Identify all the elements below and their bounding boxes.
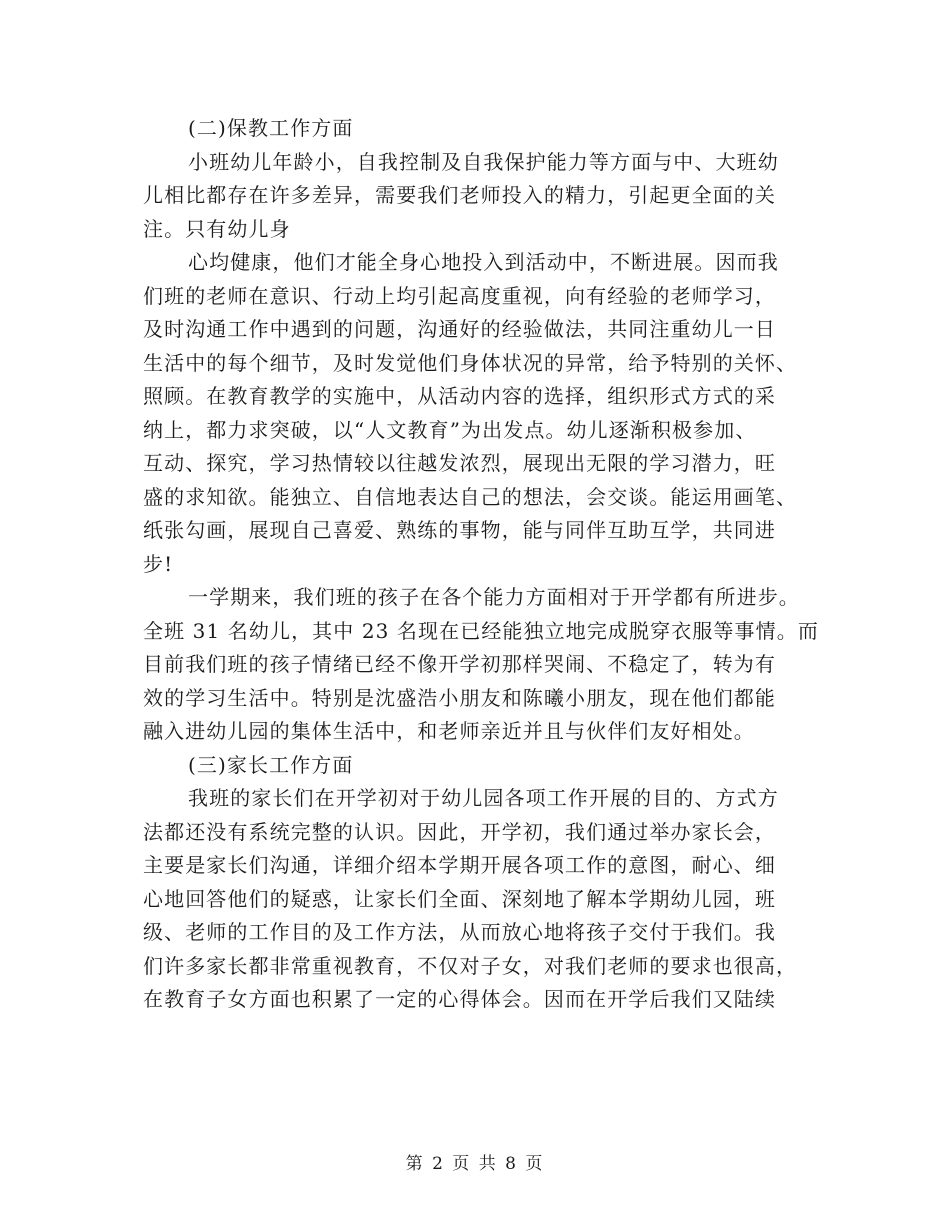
page-number-footer: 第 2 页 共 8 页 xyxy=(405,1154,545,1174)
paragraph-line: 纳上，都力求突破，以“人文教育”为出发点。幼儿逐渐积极参加、 xyxy=(143,417,757,442)
paragraph-line: 一学期来，我们班的孩子在各个能力方面相对于开学都有所进步。 xyxy=(188,585,800,609)
paragraph-line: 儿相比都存在许多差异，需要我们老师投入的精力，引起更全面的关 xyxy=(143,183,776,207)
section-heading-care-education: (二)保教工作方面 xyxy=(188,116,354,140)
paragraph-line: 及时沟通工作中遇到的问题，沟通好的经验做法，共同注重幼儿一日 xyxy=(143,317,776,341)
paragraph-line: 互动、探究，学习热情较以往越发浓烈，展现出无限的学习潜力，旺 xyxy=(143,451,776,475)
paragraph-line: 小班幼儿年龄小，自我控制及自我保护能力等方面与中、大班幼 xyxy=(188,149,779,174)
paragraph-line: 纸张勾画，展现自己喜爱、熟练的事物，能与同伴互助互学，共同进 xyxy=(143,518,776,542)
paragraph-line: 心均健康，他们才能全身心地投入到活动中，不断进展。因而我 xyxy=(188,250,779,274)
paragraph-line: 效的学习生活中。特别是沈盛浩小朋友和陈曦小朋友，现在他们都能 xyxy=(143,685,776,710)
paragraph-line: 在教育子女方面也积累了一定的心得体会。因而在开学后我们又陆续 xyxy=(143,987,776,1011)
paragraph-line: 目前我们班的孩子情绪已经不像开学初那样哭闹、不稳定了，转为有 xyxy=(143,652,776,676)
paragraph-line: 生活中的每个细节，及时发觉他们身体状况的异常，给予特别的关怀、 xyxy=(143,350,798,375)
paragraph-line: 全班 31 名幼儿，其中 23 名现在已经能独立地完成脱穿衣服等事情。而 xyxy=(143,618,819,643)
paragraph-line: 盛的求知欲。能独立、自信地表达自己的想法，会交谈。能运用画笔、 xyxy=(143,484,798,509)
paragraph-line: 法都还没有系统完整的认识。因此，开学初，我们通过举办家长会， xyxy=(143,819,776,844)
section-heading-parent-work: (三)家长工作方面 xyxy=(188,752,354,777)
paragraph-line: 步! xyxy=(143,551,174,576)
paragraph-line: 主要是家长们沟通，详细介绍本学期开展各项工作的意图，耐心、细 xyxy=(143,853,776,877)
paragraph-line: 我班的家长们在开学初对于幼儿园各项工作开展的目的、方式方 xyxy=(188,786,779,810)
paragraph-line: 融入进幼儿园的集体生活中，和老师亲近并且与伙伴们友好相处。 xyxy=(143,719,755,743)
paragraph-line: 级、老师的工作目的及工作方法，从而放心地将孩子交付于我们。我 xyxy=(143,920,776,944)
paragraph-line: 照顾。在教育教学的实施中，从活动内容的选择，组织形式方式的采 xyxy=(143,384,776,408)
paragraph-line: 们许多家长都非常重视教育，不仅对子女，对我们老师的要求也很高， xyxy=(143,953,798,978)
paragraph-line: 注。只有幼儿身 xyxy=(143,216,291,241)
paragraph-line: 们班的老师在意识、行动上均引起高度重视，向有经验的老师学习， xyxy=(143,283,776,308)
paragraph-line: 心地回答他们的疑惑，让家长们全面、深刻地了解本学期幼儿园，班 xyxy=(143,886,776,911)
document-body xyxy=(143,112,819,1017)
